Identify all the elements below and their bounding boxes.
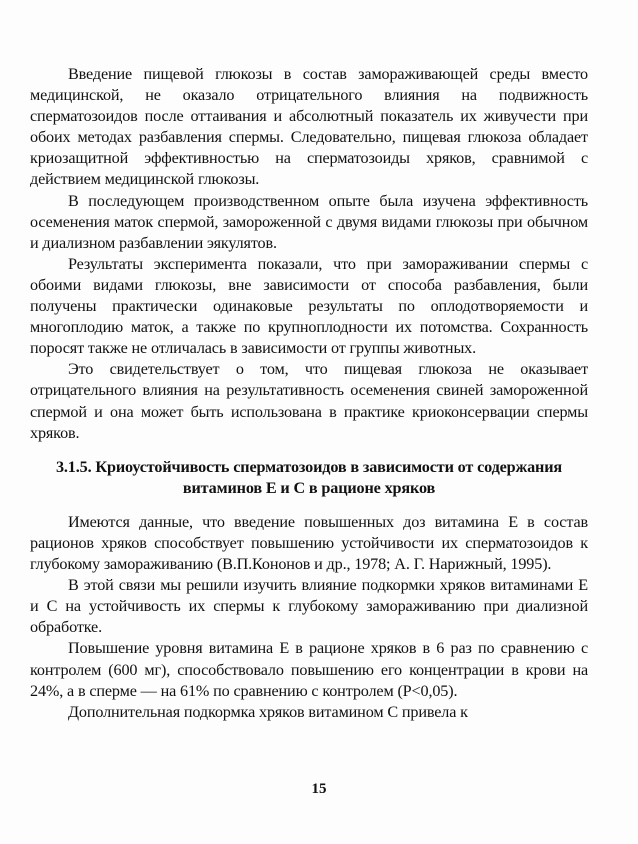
paragraph-rezultaty-eksperimenta: Результаты эксперимента показали, что при замораживании спермы с обоими видами глюкозы, вне зависимости от способа разбавления, были получены практически одинаковые результаты по оплодотворяемости и многоплодию маток, а также по крупноплодности их потомства. Сохранность поросят также не отличалась в зависимости от группы животных. xyxy=(30,254,588,358)
paragraph-proizvodstvennyi-opyt: В последующем производственном опыте была изучена эффективность осеменения маток спермой, замороженной с двумя видами глюкозы при обычном и диализном разбавлении эякулятов. xyxy=(30,191,588,252)
paragraph-imeyutsya-dannye: Имеются данные, что введение повышенных доз витамина Е в состав рационов хряков способствует повышению устойчивости их сперматозоидов к глубокому замораживанию (В.П.Кононов и др., 1978; А. Г. Нарижный, 1995). xyxy=(30,512,588,574)
paragraph-v-etoi-svyazi: В этой связи мы решили изучить влияние подкормки хряков витаминами Е и С на устойчивость их спермы к глубокому замораживанию при диализной обработке. xyxy=(30,576,588,637)
paragraph-dopolnitelnaya-podkormka: Дополнительная подкормка хряков витамином С привела к xyxy=(68,702,468,721)
paragraph-pishchevaya-glyukoza: Введение пищевой глюкозы в состав замораживающей среды вместо медицинской, не оказало отрицательного влияния на подвижность сперматозоидов после оттаивания и абсолютный показатель их живучести при обоих методах разбавления спермы. Следовательно, пищевая глюкоза обладает криозащитной эффективностью на сперматозоиды хряков, сравнимой с действием медицинской глюкозы. xyxy=(30,65,588,189)
paragraph-povyshenie-urovnya: Повышение уровня витамина Е в рационе хряков в 6 раз по сравнению с контролем (600 мг), способствовало повышению его концентрации в крови на 24%, а в сперме — на 61% по сравнению с контролем (Р<0,05). xyxy=(30,639,588,700)
page-number: 15 xyxy=(311,781,327,797)
body-text xyxy=(30,64,588,723)
paragraph-vyvod: Это свидетельствует о том, что пищевая глюкоза не оказывает отрицательного влияния на результативность осеменения свиней замороженной спермой и она может быть использована в практике криоконсервации спермы хряков. xyxy=(30,360,588,442)
section-heading: 3.1.5. Криоустойчивость сперматозоидов в зависимости от содержания витаминов Е и С в рационе хряков xyxy=(55,457,563,497)
